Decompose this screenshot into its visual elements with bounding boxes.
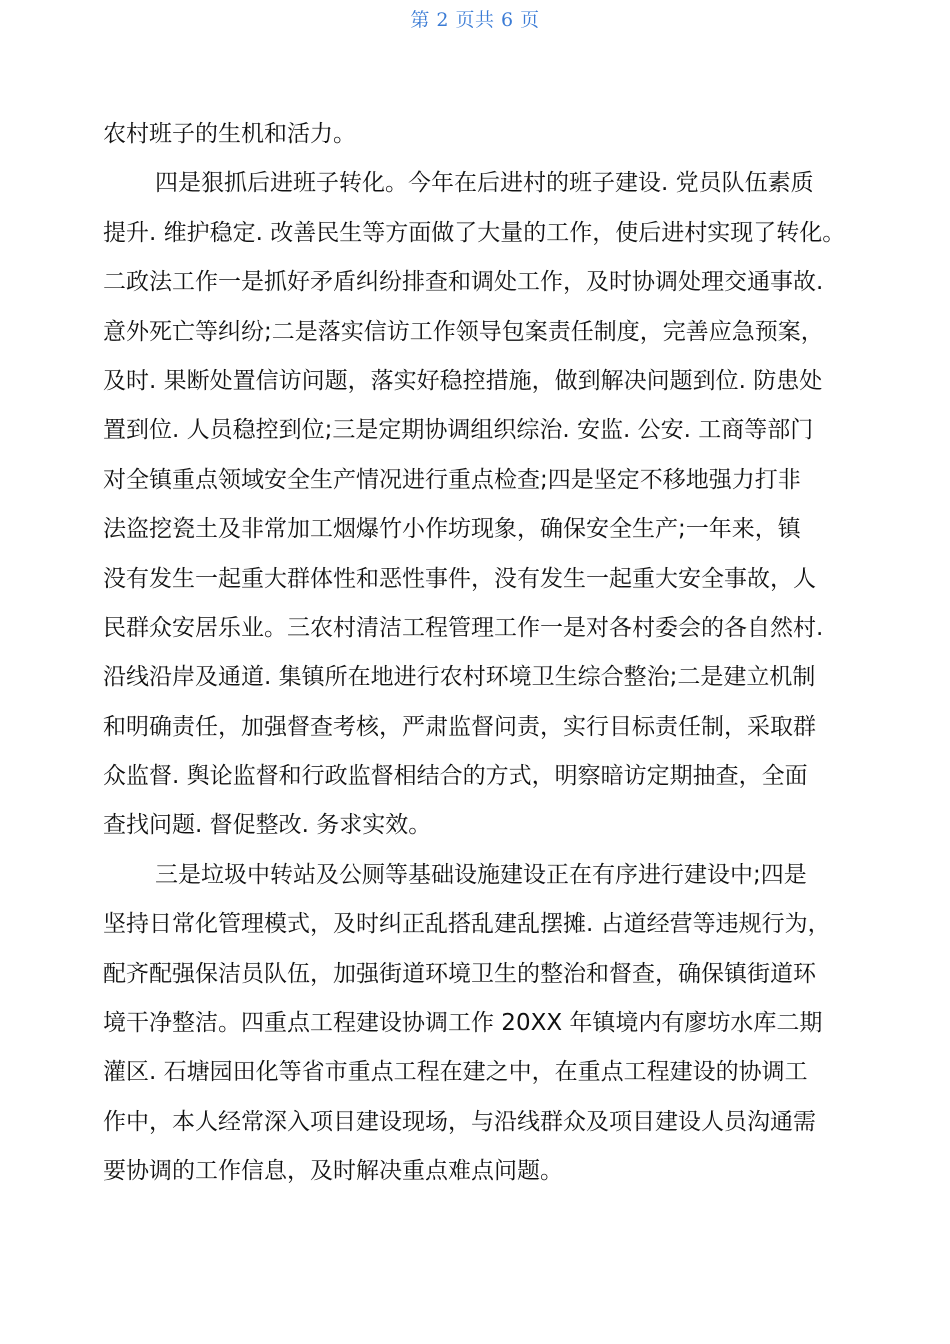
text-line: 民群众安居乐业。三农村清洁工程管理工作一是对各村委会的各自然村. [103, 614, 824, 641]
text-line: 沿线沿岸及通道. 集镇所在地进行农村环境卫生综合整治;二是建立机制 [103, 664, 816, 691]
page-indicator: 第 2 页共 6 页 [410, 9, 540, 31]
text-line: 要协调的工作信息，及时解决重点难点问题。 [103, 1158, 563, 1185]
text-line: 作中，本人经常深入项目建设现场，与沿线群众及项目建设人员沟通需 [103, 1108, 816, 1135]
text-line: 法盗挖瓷土及非常加工烟爆竹小作坊现象，确保安全生产;一年来，镇 [103, 516, 801, 543]
text-line: 二政法工作一是抓好矛盾纠纷排查和调处工作，及时协调处理交通事故. [103, 269, 824, 296]
text-line: 众监督. 舆论监督和行政监督相结合的方式，明察暗访定期抽查，全面 [103, 763, 808, 790]
text-line: 坚持日常化管理模式，及时纠正乱搭乱建乱摆摊. 占道经营等违规行为， [103, 911, 831, 938]
text-line: 提升. 维护稳定. 改善民生等方面做了大量的工作，使后进村实现了转化。 [103, 219, 846, 246]
text-line: 四是狠抓后进班子转化。今年在后进村的班子建设. 党员队伍素质 [155, 170, 814, 197]
text-line: 三是垃圾中转站及公厕等基础设施建设正在有序进行建设中;四是 [155, 861, 807, 888]
text-line: 农村班子的生机和活力。 [103, 121, 356, 147]
text-line: 配齐配强保洁员队伍，加强街道环境卫生的整治和督查，确保镇街道环 [103, 960, 816, 987]
text-line: 境干净整洁。四重点工程建设协调工作 20XX 年镇境内有廖坊水库二期 [103, 1010, 823, 1037]
text-line: 灌区. 石塘园田化等省市重点工程在建之中，在重点工程建设的协调工 [103, 1059, 808, 1086]
text-line: 置到位. 人员稳控到位;三是定期协调组织综治. 安监. 公安. 工商等部门 [103, 417, 814, 444]
text-line: 没有发生一起重大群体性和恶性事件，没有发生一起重大安全事故，人 [103, 565, 816, 592]
text-line: 及时. 果断处置信访问题，落实好稳控措施，做到解决问题到位. 防患处 [103, 367, 823, 394]
document-body [103, 110, 853, 1197]
text-line: 和明确责任，加强督查考核，严肃监督问责，实行目标责任制，采取群 [103, 713, 816, 740]
text-line: 查找问题. 督促整改. 务求实效。 [103, 812, 432, 839]
text-line: 对全镇重点领域安全生产情况进行重点检查;四是坚定不移地强力打非 [103, 466, 801, 493]
text-line: 意外死亡等纠纷;二是落实信访工作领导包案责任制度，完善应急预案， [103, 318, 824, 345]
